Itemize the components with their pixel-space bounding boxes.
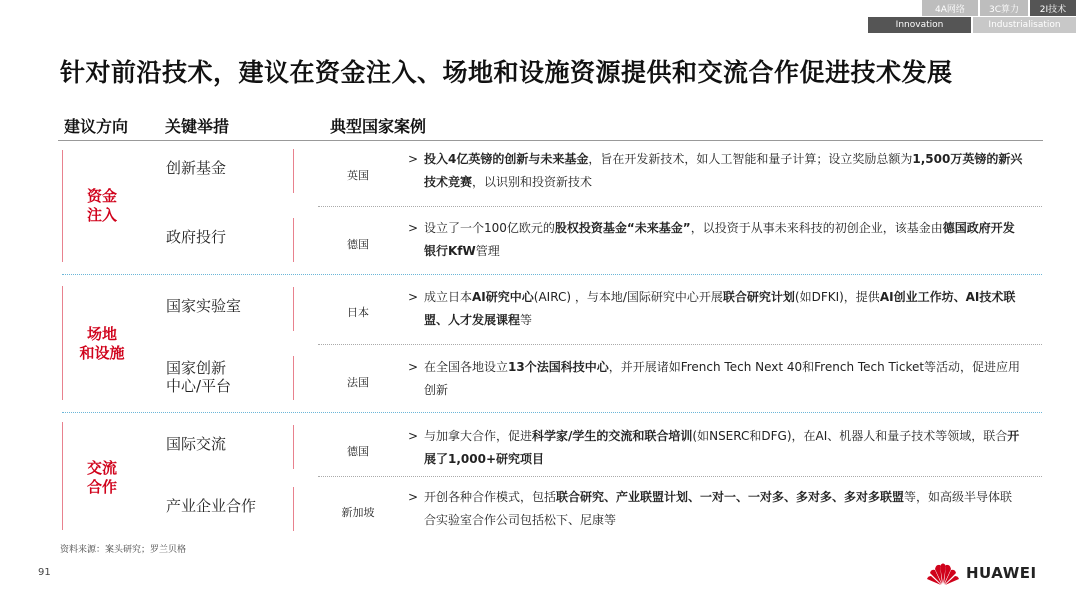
country-germany-2: 德国 (347, 445, 369, 458)
page-title: 针对前沿技术，建议在资金注入、场地和设施资源提供和交流合作促进技术发展 (60, 58, 953, 87)
case-highlight: 开展了1,000+研究项目 (424, 429, 1020, 466)
group-divider (62, 274, 1042, 275)
case-highlight: 联合研究、产业联盟计划、一对一、一对多、多对多、多对多联盟 (556, 490, 905, 504)
huawei-flower-icon (926, 560, 960, 586)
page-number: 91 (38, 567, 51, 578)
group-label-facilities: 场地 和设施 (79, 325, 125, 362)
row-divider (318, 206, 1042, 207)
measure-industry-cooperation: 产业企业合作 (160, 487, 294, 531)
case-segment: (如NSERC和DFG)，在AI、机器人和量子技术等领域，联合 (692, 429, 1008, 443)
measure-innovation-center: 国家创新 中心/平台 (160, 356, 294, 400)
case-text: > 开创各种合作模式，包括联合研究、产业联盟计划、一对一、一对多、多对多、多对多联盟等，如高级半导体联合实验室合作公司包括松下、尼康等 (408, 490, 1013, 527)
case-segment: 与加拿大合作，促进 (424, 429, 533, 443)
case-highlight: 联合研究计划 (722, 290, 795, 304)
country-japan: 日本 (347, 306, 369, 319)
case-segment: 成立日本 (424, 290, 473, 304)
group-divider (62, 412, 1042, 413)
case-highlight: 13个法国科技中心 (508, 360, 609, 374)
case-highlight: AI研究中心 (472, 290, 534, 304)
header-measures: 关键举措 (165, 117, 230, 136)
huawei-logo (926, 560, 1037, 586)
case-text: > 成立日本AI研究中心(AIRC) ，与本地/国际研究中心开展联合研究计划(如DFKI)，提供AI创业工作坊、AI技术联盟、人才发展课程等 (408, 290, 1016, 327)
case-segment: 管理 (475, 244, 500, 258)
header-cases: 典型国家案例 (330, 117, 427, 136)
case-segment: 等 (520, 313, 533, 327)
case-highlight: 投入4亿英镑的创新与未来基金 (424, 152, 589, 166)
measure-national-lab: 国家实验室 (160, 287, 294, 331)
case-segment: ，并开展诸如French Tech Next 40和French Tech Ticket等活动，促进应用创新 (424, 360, 1021, 397)
case-highlight: AI创业工作坊、AI技术联盟、人才发展课程 (424, 290, 1016, 327)
case-highlight: 德国政府开发银行KfW (424, 221, 1015, 258)
group-label-funding: 资金 注入 (86, 187, 117, 224)
section-tabs (868, 0, 1076, 33)
measure-innovation-fund: 创新基金 (160, 149, 294, 193)
country-uk: 英国 (347, 169, 369, 182)
country-singapore: 新加坡 (341, 506, 375, 519)
case-segment: 在全国各地设立 (424, 360, 509, 374)
case-highlight: 1,500万英镑的新兴技术竞赛 (424, 152, 1023, 189)
country-germany: 德国 (347, 238, 369, 251)
case-segment: ，旨在开发新技术，如人工智能和量子计算；设立奖励总额为 (588, 152, 913, 166)
tab-4a-network[interactable]: 4A网络 (922, 0, 978, 16)
case-segment: (如DFKI)，提供 (794, 290, 880, 304)
case-segment: 设立了一个100亿欧元的 (424, 221, 555, 235)
case-text: > 设立了一个100亿欧元的股权投资基金“未来基金”，以投资于从事未来科技的初创企业，该基金由德国政府开发银行KfW管理 (408, 221, 1015, 258)
group-label-cooperation: 交流 合作 (86, 459, 117, 496)
tab-3c-compute[interactable]: 3C算力 (980, 0, 1028, 16)
country-france: 法国 (347, 376, 369, 389)
tab-industrialisation[interactable]: Industrialisation (973, 17, 1076, 33)
case-segment: ，以识别和投资新技术 (472, 175, 593, 189)
case-segment: 开创各种合作模式，包括 (424, 490, 557, 504)
case-segment: (AIRC) ，与本地/国际研究中心开展 (533, 290, 723, 304)
measure-gov-investment-bank: 政府投行 (160, 218, 294, 262)
source-note: 资料来源：案头研究；罗兰贝格 (60, 545, 187, 555)
case-segment: 等，如高级半导体联合实验室合作公司包括松下、尼康等 (424, 490, 1013, 527)
case-highlight: 股权投资基金“未来基金” (554, 221, 691, 235)
case-highlight: 科学家/学生的交流和联合培训 (532, 429, 693, 443)
row-divider (318, 344, 1042, 345)
logo-text: HUAWEI (966, 564, 1037, 582)
row-divider (318, 476, 1042, 477)
case-text: > 与加拿大合作，促进科学家/学生的交流和联合培训(如NSERC和DFG)，在AI、机器人和量子技术等领域，联合开展了1,000+研究项目 (408, 429, 1020, 466)
case-text: > 投入4亿英镑的创新与未来基金，旨在开发新技术，如人工智能和量子计算；设立奖励总额为1,500万英镑的新兴技术竞赛，以识别和投资新技术 (408, 152, 1023, 189)
tab-2i-tech[interactable]: 2I技术 (1030, 0, 1076, 16)
header-direction: 建议方向 (64, 117, 129, 136)
case-segment: ，以投资于从事未来科技的初创企业，该基金由 (690, 221, 943, 235)
header-divider (58, 140, 1043, 141)
tab-innovation[interactable]: Innovation (868, 17, 971, 33)
case-text: > 在全国各地设立13个法国科技中心，并开展诸如French Tech Next 40和French Tech Ticket等活动，促进应用创新 (408, 360, 1021, 397)
measure-international-exchange: 国际交流 (160, 425, 294, 469)
